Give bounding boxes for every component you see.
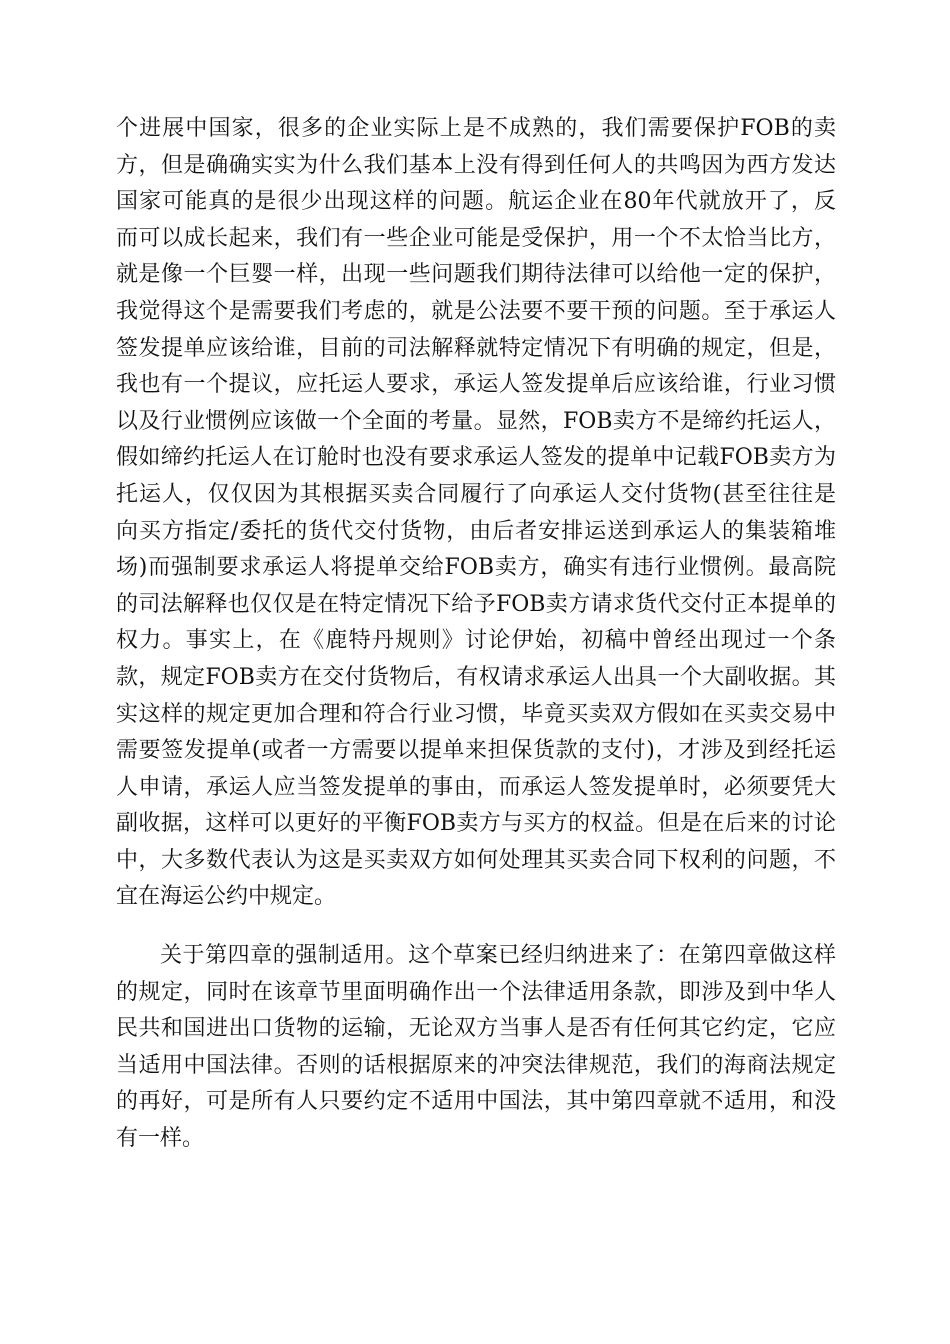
text-line: 中，大多数代表认为这是买卖双方如何处理其买卖合同下权利的问题，不	[116, 847, 836, 873]
text-line: 向买方指定/委托的货代交付货物，由后者安排运送到承运人的集装箱堆	[116, 518, 836, 544]
document-body	[116, 111, 836, 1158]
text-line: 的再好，可是所有人只要约定不适用中国法，其中第四章就不适用，和没	[116, 1089, 836, 1115]
text-line: 需要签发提单(或者一方需要以提单来担保货款的支付)，才涉及到经托运	[116, 738, 836, 764]
text-line: 宜在海运公约中规定。	[116, 884, 337, 910]
paragraph-2	[116, 938, 836, 1158]
text-line: 就是像一个巨婴一样，出现一些问题我们期待法律可以给他一定的保护，	[116, 262, 836, 288]
text-line: 我觉得这个是需要我们考虑的，就是公法要不要干预的问题。至于承运人	[116, 298, 836, 324]
paragraph-spacer	[116, 916, 836, 938]
text-line: 关于第四章的强制适用。这个草案已经归纳进来了：在第四章做这样	[160, 943, 836, 969]
text-line: 假如缔约托运人在订舱时也没有要求承运人签发的提单中记载FOB卖方为	[116, 445, 836, 471]
text-line: 个进展中国家，很多的企业实际上是不成熟的，我们需要保护FOB的卖	[116, 116, 836, 141]
text-line: 实这样的规定更加合理和符合行业习惯，毕竟买卖双方假如在买卖交易中	[116, 701, 836, 727]
text-line: 当适用中国法律。否则的话根据原来的冲突法律规范，我们的海商法规定	[116, 1052, 836, 1078]
text-line: 有一样。	[116, 1126, 205, 1152]
text-line: 签发提单应该给谁，目前的司法解释就特定情况下有明确的规定，但是，	[116, 335, 836, 361]
text-line: 我也有一个提议，应托运人要求，承运人签发提单后应该给谁，行业习惯	[116, 372, 836, 398]
text-line: 托运人，仅仅因为其根据买卖合同履行了向承运人交付货物(甚至往往是	[116, 481, 836, 507]
text-line: 人申请，承运人应当签发提单的事由，而承运人签发提单时，必须要凭大	[116, 774, 836, 800]
text-line: 的司法解释也仅仅是在特定情况下给予FOB卖方请求货代交付正本提单的	[116, 591, 836, 617]
paragraph-1	[116, 111, 836, 916]
text-line: 款，规定FOB卖方在交付货物后，有权请求承运人出具一个大副收据。其	[116, 664, 836, 690]
text-line: 民共和国进出口货物的运输，无论双方当事人是否有任何其它约定，它应	[116, 1016, 836, 1042]
text-line: 以及行业惯例应该做一个全面的考量。显然，FOB卖方不是缔约托运人，	[116, 408, 836, 434]
text-line: 场)而强制要求承运人将提单交给FOB卖方，确实有违行业惯例。最高院	[116, 555, 836, 581]
text-line: 权力。事实上，在《鹿特丹规则》讨论伊始，初稿中曾经出现过一个条	[116, 628, 836, 654]
text-line: 的规定，同时在该章节里面明确作出一个法律适用条款，即涉及到中华人	[116, 979, 836, 1005]
text-line: 而可以成长起来，我们有一些企业可能是受保护，用一个不太恰当比方，	[116, 225, 836, 251]
text-line: 国家可能真的是很少出现这样的问题。航运企业在80年代就放开了，反	[116, 189, 836, 215]
text-line: 方，但是确确实实为什么我们基本上没有得到任何人的共鸣因为西方发达	[116, 152, 836, 178]
text-line: 副收据，这样可以更好的平衡FOB卖方与买方的权益。但是在后来的讨论	[116, 811, 836, 837]
